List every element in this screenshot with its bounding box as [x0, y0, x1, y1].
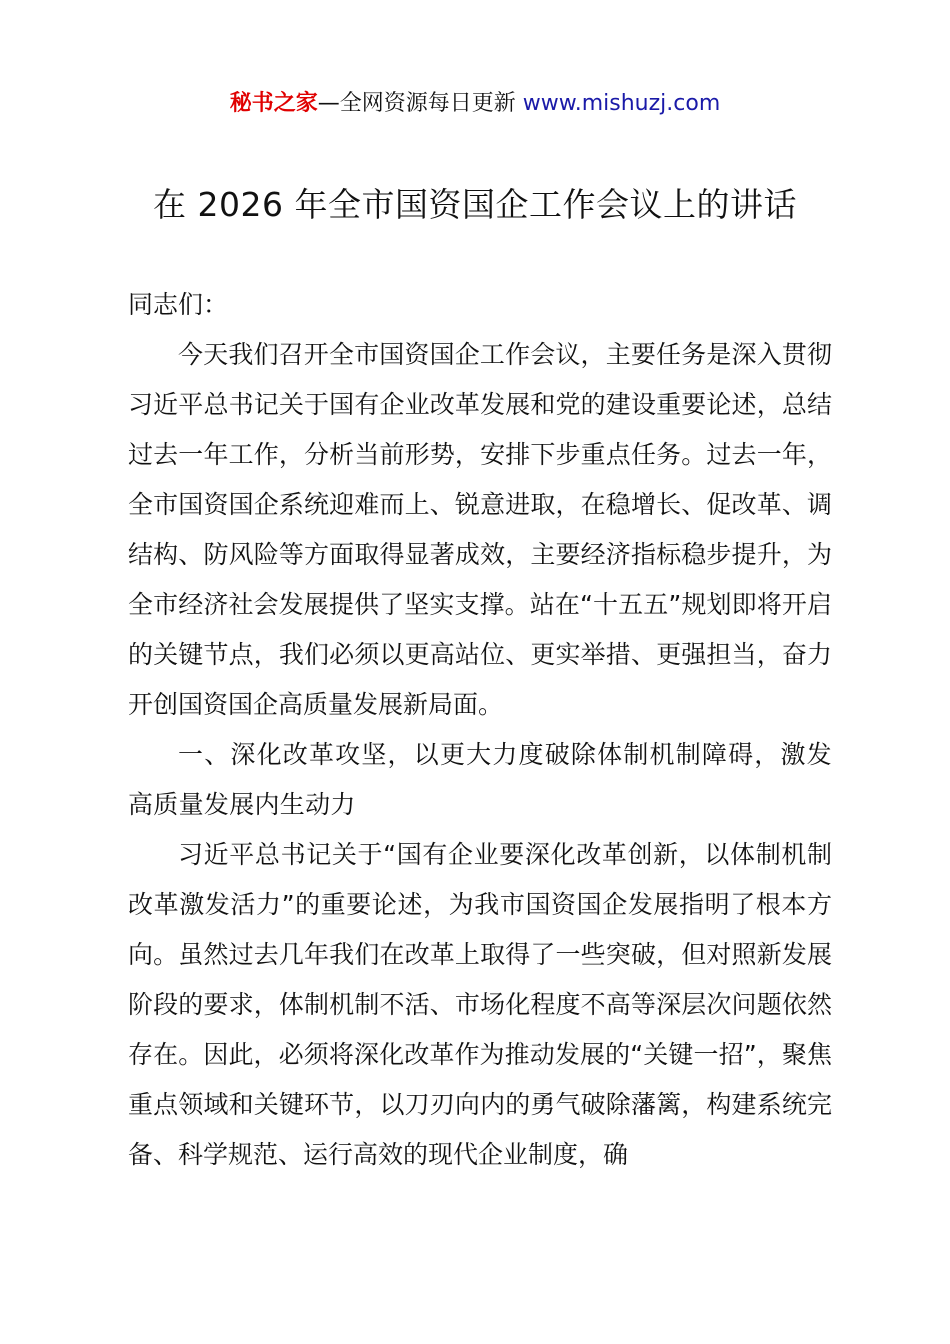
body-paragraph: 今天我们召开全市国资国企工作会议，主要任务是深入贯彻习近平总书记关于国有企业改革发展和党的建设重要论述，总结过去一年工作，分析当前形势，安排下步重点任务。过去一年，全市国资国企系统迎难而上、锐意进取，在稳增长、促改革、调结构、防风险等方面取得显著成效，主要经济指标稳步提升，为全市经济社会发展提供了坚实支撑。站在“十五五”规划即将开启的关键节点，我们必须以更高站位、更实举措、更强担当，奋力开创国资国企高质量发展新局面。	[128, 340, 832, 719]
header-tagline: —全网资源每日更新	[317, 91, 523, 116]
document-title: 在 2026 年全市国资国企工作会议上的讲话	[153, 185, 797, 224]
site-header	[0, 86, 950, 122]
body-paragraph: 习近平总书记关于“国有企业要深化改革创新，以体制机制改革激发活力”的重要论述，为我市国资国企发展指明了根本方向。虽然过去几年我们在改革上取得了一些突破，但对照新发展阶段的要求，体制机制不活、市场化程度不高等深层次问题依然存在。因此，必须将深化改革作为推动发展的“关键一招”，聚焦重点领域和关键环节，以刀刃向内的勇气破除藩篱，构建系统完备、科学规范、运行高效的现代企业制度，确	[128, 840, 832, 1169]
document-body	[128, 280, 832, 1180]
brand-name: 秘书之家	[229, 91, 318, 116]
salutation: 同志们：	[128, 290, 229, 319]
section-heading: 一、深化改革攻坚，以更大力度破除体制机制障碍，激发高质量发展内生动力	[128, 740, 832, 819]
site-url-link[interactable]: www.mishuzj.com	[522, 91, 721, 116]
